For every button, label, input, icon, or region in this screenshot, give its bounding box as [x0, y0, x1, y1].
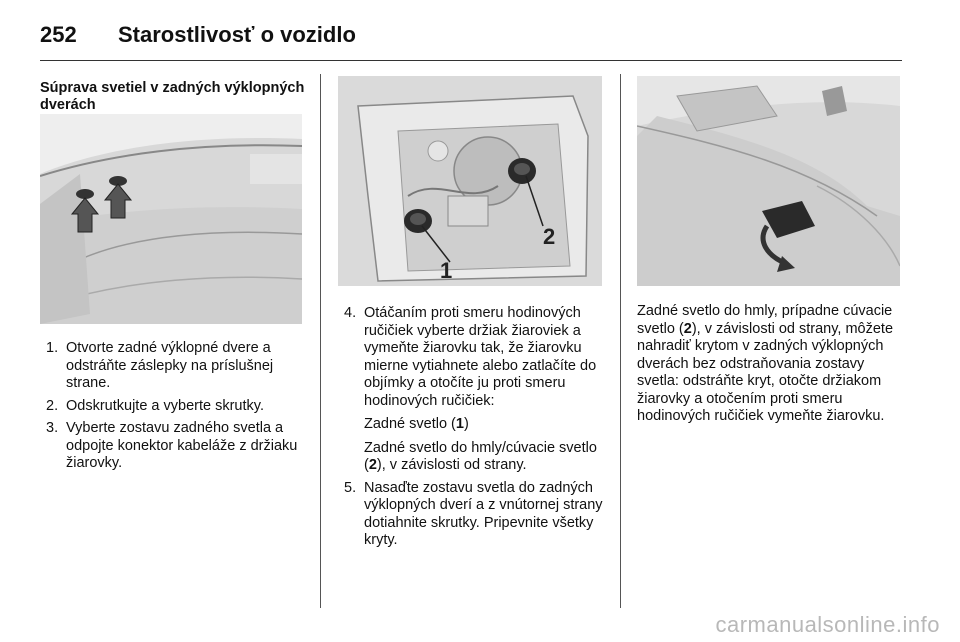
section-heading: Súprava svetiel v zadných výklopných dverách — [40, 80, 305, 113]
steps-list-2 — [338, 305, 606, 555]
figure-tailgate-caps — [40, 114, 302, 324]
step-text: Odskrutkujte a vyberte skrutky. — [66, 397, 264, 414]
list-item — [40, 340, 312, 393]
step-text: Nasaďte zostavu svetla do zadných výklopných dverí a z vnútornej strany dotiahnite skrutky. Pripevnite všetky kryty. — [364, 479, 603, 548]
figure-bulb-holders — [338, 76, 602, 286]
page-title: Starostlivosť o vozidlo — [118, 22, 356, 47]
sub-paragraph: Zadné svetlo do hmly/cúvacie svetlo (2), v závislosti od strany. — [364, 439, 597, 473]
list-item — [338, 305, 606, 475]
cover-removal-illustration — [637, 76, 900, 286]
header-rule — [40, 60, 902, 61]
bulb-holders-illustration — [338, 76, 602, 286]
list-item — [40, 420, 312, 473]
right-body-text: Zadné svetlo do hmly, prípadne cúvacie svetlo (2), v závislosti od strany, môžete nahradiť krytom v zadných výklopných dverách bez odstraňovania zostavy svetla: odstráňte kryt, otočte držiakom žiarovky a otočením proti smeru hodinových ručičiek vymeňte žiarovku. — [637, 303, 894, 424]
step-text: Otvorte zadné výklopné dvere a odstráňte záslepky na príslušnej strane. — [66, 340, 274, 391]
step-number: 3. — [46, 420, 59, 436]
watermark: carmanualsonline.info — [715, 612, 940, 637]
column-divider-left — [320, 74, 321, 608]
callout-label-1: 1 — [440, 258, 453, 283]
sub-paragraph: Zadné svetlo (1) — [364, 416, 469, 432]
step-number: 2. — [46, 397, 59, 414]
page-header — [40, 18, 920, 58]
column-divider-right — [620, 74, 621, 608]
list-item — [40, 398, 312, 416]
steps-list-1 — [40, 340, 312, 478]
tailgate-caps-illustration — [40, 114, 302, 324]
callout-label-2: 2 — [543, 224, 556, 249]
bold-ref: 2 — [368, 457, 377, 473]
step-text: Vyberte zostavu zadného svetla a odpojte konektor kabeláže z držiaku žiarovky. — [66, 420, 298, 471]
step-number: 4. — [344, 305, 357, 321]
figure-cover-removal — [637, 76, 900, 286]
page-number: 252 — [40, 22, 77, 47]
step-number: 1. — [46, 340, 59, 356]
step-text: Otáčaním proti smeru hodinových ručičiek vyberte držiak žiaroviek a vymeňte žiarovku tak, že žiarovku mierne vytiahnete alebo zatlačíte do objímky a otočíte ju proti smeru hodinových ručičiek: — [364, 305, 597, 409]
list-item — [338, 480, 606, 550]
bold-ref: 2 — [683, 320, 692, 337]
bold-ref: 1 — [455, 416, 464, 432]
step-number: 5. — [344, 479, 357, 496]
